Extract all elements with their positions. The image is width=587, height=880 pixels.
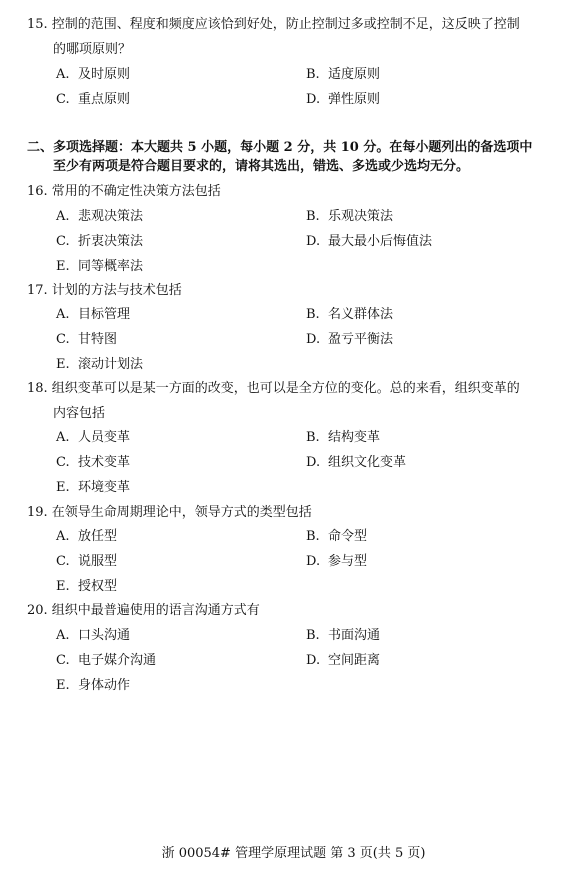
question-18-option-a [56, 429, 130, 447]
question-20-option-c [56, 652, 156, 670]
question-20-option-b [306, 627, 380, 645]
option-letter: C. [56, 234, 70, 249]
option-text: 环境变革 [78, 480, 131, 495]
option-letter: B. [306, 628, 320, 643]
option-text: 适度原则 [328, 67, 381, 82]
question-16-option-a [56, 208, 143, 226]
option-letter: E. [56, 579, 70, 594]
question-16-option-d [306, 233, 432, 251]
option-text: 盈亏平衡法 [328, 332, 394, 347]
question-17-option-d [306, 331, 393, 349]
option-letter: A. [56, 209, 70, 224]
page-footer: 浙 00054# 管理学原理试题 第 3 页(共 5 页) [161, 846, 426, 861]
option-letter: E. [56, 357, 70, 372]
option-text: 命令型 [328, 529, 368, 544]
question-15-option-c [56, 91, 130, 109]
option-text: 技术变革 [78, 455, 131, 470]
option-letter: B. [306, 307, 320, 322]
option-text: 重点原则 [78, 92, 131, 107]
option-text: 身体动作 [78, 678, 131, 693]
question-18-option-d [306, 454, 406, 472]
question-19-option-c [56, 553, 117, 571]
option-text: 最大最小后悔值法 [328, 234, 433, 249]
question-16-option-b [306, 208, 393, 226]
option-text: 名义群体法 [328, 307, 394, 322]
option-letter: A. [56, 307, 70, 322]
option-letter: B. [306, 529, 320, 544]
question-20-option-a [56, 627, 130, 645]
question-16-option-c [56, 233, 143, 251]
option-text: 授权型 [78, 579, 118, 594]
section-2-heading-line1: 二、多项选择题：本大题共 5 小题，每小题 2 分，共 10 分。在每小题列出的备选项中 [27, 140, 533, 155]
option-letter: D. [306, 332, 321, 347]
option-letter: A. [56, 67, 70, 82]
option-text: 电子媒介沟通 [78, 653, 157, 668]
question-15-option-a [56, 66, 130, 84]
option-text: 结构变革 [328, 430, 381, 445]
option-letter: E. [56, 480, 70, 495]
option-letter: B. [306, 67, 320, 82]
question-19-option-a [56, 528, 117, 546]
option-letter: C. [56, 332, 70, 347]
option-text: 弹性原则 [328, 92, 381, 107]
option-letter: A. [56, 529, 70, 544]
question-20-option-e [56, 677, 130, 695]
option-text: 书面沟通 [328, 628, 381, 643]
option-text: 滚动计划法 [78, 357, 144, 372]
question-20-option-d [306, 652, 380, 670]
option-text: 人员变革 [78, 430, 131, 445]
option-text: 口头沟通 [78, 628, 131, 643]
question-19-option-e [56, 578, 117, 596]
question-17-option-a [56, 306, 130, 324]
section-2-heading-line2: 至少有两项是符合题目要求的，请将其选出，错选、多选或少选均无分。 [53, 159, 470, 174]
option-text: 说服型 [78, 554, 118, 569]
option-text: 悲观决策法 [78, 209, 144, 224]
question-19-option-d [306, 553, 367, 571]
option-letter: B. [306, 430, 320, 445]
question-20-stem: 20. 组织中最普遍使用的语言沟通方式有 [27, 603, 260, 618]
option-letter: C. [56, 554, 70, 569]
option-letter: D. [306, 455, 321, 470]
question-18-stem-line2: 内容包括 [53, 406, 106, 421]
question-16-option-e [56, 258, 143, 276]
option-letter: A. [56, 430, 70, 445]
question-15-stem-line1: 15. 控制的范围、程度和频度应该恰到好处，防止控制过多或控制不足，这反映了控制 [27, 17, 520, 32]
question-18-option-b [306, 429, 380, 447]
option-letter: D. [306, 554, 321, 569]
question-19-option-b [306, 528, 367, 546]
option-letter: C. [56, 653, 70, 668]
option-letter: B. [306, 209, 320, 224]
option-text: 甘特图 [78, 332, 118, 347]
question-19-stem: 19. 在领导生命周期理论中，领导方式的类型包括 [27, 505, 312, 520]
option-text: 及时原则 [78, 67, 131, 82]
question-15-option-d [306, 91, 380, 109]
question-15-stem-line2: 的哪项原则？ [53, 42, 132, 57]
option-text: 放任型 [78, 529, 118, 544]
option-letter: A. [56, 628, 70, 643]
option-letter: E. [56, 678, 70, 693]
option-text: 同等概率法 [78, 259, 144, 274]
option-text: 组织文化变革 [328, 455, 407, 470]
option-text: 空间距离 [328, 653, 381, 668]
question-16-stem: 16. 常用的不确定性决策方法包括 [27, 184, 221, 199]
question-17-option-e [56, 356, 143, 374]
question-18-option-c [56, 454, 130, 472]
option-letter: D. [306, 234, 321, 249]
option-text: 目标管理 [78, 307, 131, 322]
question-17-option-b [306, 306, 393, 324]
option-letter: E. [56, 259, 70, 274]
question-18-stem-line1: 18. 组织变革可以是某一方面的改变，也可以是全方位的变化。总的来看，组织变革的 [27, 381, 520, 396]
question-17-stem: 17. 计划的方法与技术包括 [27, 283, 182, 298]
option-text: 乐观决策法 [328, 209, 394, 224]
question-17-option-c [56, 331, 117, 349]
question-15-option-b [306, 66, 380, 84]
option-letter: C. [56, 92, 70, 107]
option-letter: D. [306, 653, 321, 668]
option-letter: C. [56, 455, 70, 470]
option-text: 折衷决策法 [78, 234, 144, 249]
question-18-option-e [56, 479, 130, 497]
option-text: 参与型 [328, 554, 368, 569]
option-letter: D. [306, 92, 321, 107]
